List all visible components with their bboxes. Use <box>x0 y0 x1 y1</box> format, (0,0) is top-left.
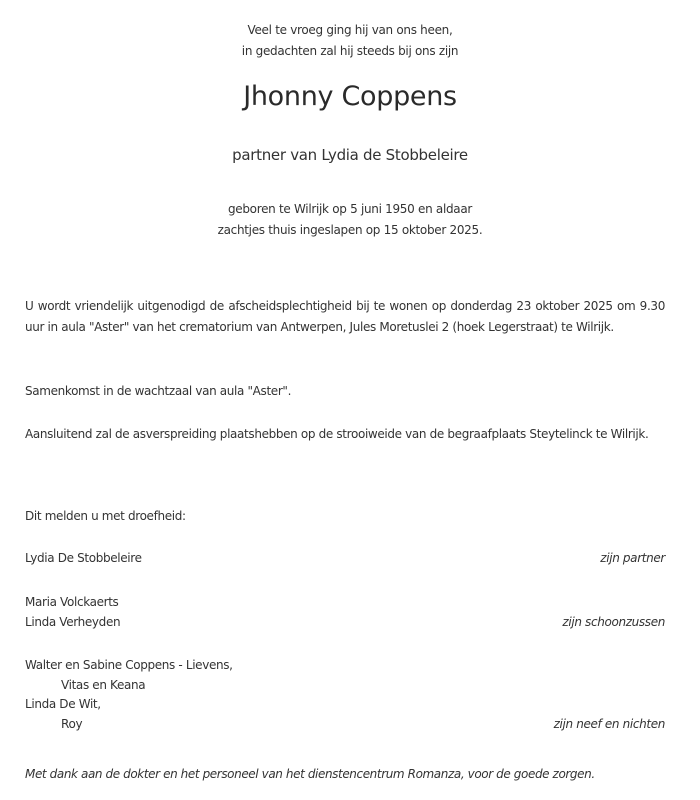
mourner-name: Linda De Wit, <box>25 697 101 711</box>
mourner-relation: zijn schoonzussen <box>562 615 665 629</box>
deceased-name: Jhonny Coppens <box>243 81 457 112</box>
mourner-name: Vitas en Keana <box>61 678 146 692</box>
thanks-note: Met dank aan de dokter en het personeel van het dienstencentrum Romanza, voor de goede zorgen. <box>25 767 595 781</box>
death-line: zachtjes thuis ingeslapen op 15 oktober 2025. <box>217 223 483 237</box>
birth-death-dates <box>0 199 700 241</box>
mourner-name: Lydia De Stobbeleire <box>25 551 142 565</box>
gathering-notice: Samenkomst in de wachtzaal van aula "Aster". <box>25 384 292 398</box>
opening-verse <box>0 20 700 62</box>
mourner-name: Roy <box>61 717 83 731</box>
mourner-relation: zijn partner <box>600 551 665 565</box>
mourner-row <box>25 714 665 735</box>
mourners-intro: Dit melden u met droefheid: <box>25 509 186 523</box>
mourner-name: Linda Verheyden <box>25 615 121 629</box>
mourner-row <box>25 675 665 696</box>
mourner-relation: zijn neef en nichten <box>553 717 665 731</box>
ash-scattering-notice: Aansluitend zal de asverspreiding plaatshebben op de strooiweide van de begraafplaats Steytelinck te Wilrijk. <box>25 427 649 441</box>
birth-line: geboren te Wilrijk op 5 juni 1950 en aldaar <box>227 202 473 216</box>
mourner-name: Maria Volckaerts <box>25 595 119 609</box>
partner-line: partner van Lydia de Stobbeleire <box>232 146 468 164</box>
ceremony-invitation: U wordt vriendelijk uitgenodigd de afscheidsplechtigheid bij te wonen op donderdag 23 oktober 2025 om 9.30 uur in aula "Aster" van het crematorium van Antwerpen, Jules Moretuslei 2 (hoek Legerstraat) te Wilrijk. <box>25 299 665 334</box>
mourner-row <box>25 694 665 715</box>
verse-line-1: Veel te vroeg ging hij van ons heen, <box>247 23 453 37</box>
verse-line-2: in gedachten zal hij steeds bij ons zijn <box>241 44 459 58</box>
mourner-row <box>25 592 665 613</box>
mourner-row <box>25 548 665 569</box>
mourner-name: Walter en Sabine Coppens - Lievens, <box>25 658 233 672</box>
mourner-row <box>25 655 665 676</box>
mourner-row <box>25 612 665 633</box>
